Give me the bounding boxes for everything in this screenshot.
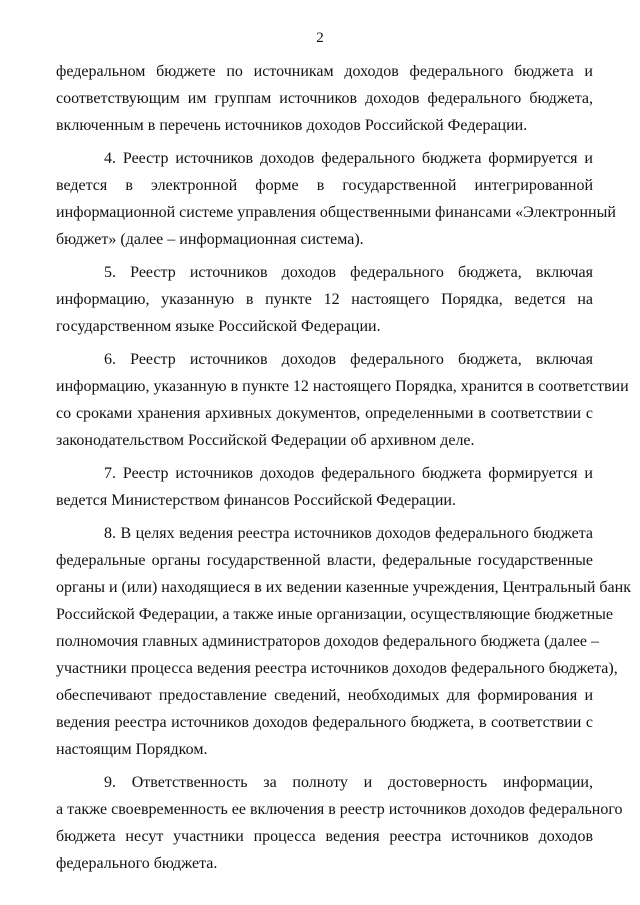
text-line: государственном языке Российской Федерации. bbox=[56, 318, 381, 335]
paragraph-4 bbox=[56, 346, 629, 454]
text-line: 7. Реестр источников доходов федерального бюджета формируется и bbox=[104, 465, 593, 482]
text-line: федерального бюджета. bbox=[56, 855, 218, 872]
text-line: включенным в перечень источников доходов Российской Федерации. bbox=[56, 117, 528, 134]
paragraph-2 bbox=[56, 145, 616, 253]
text-line: участники процесса ведения реестра источников доходов федерального бюджета), bbox=[56, 660, 618, 677]
paragraph-3 bbox=[56, 259, 593, 340]
text-line: информационной системе управления общественными финансами «Электронный bbox=[56, 204, 616, 221]
text-line: Российской Федерации, а также иные организации, осуществляющие бюджетные bbox=[56, 606, 613, 623]
text-line: федеральные органы государственной власти, федеральные государственные bbox=[56, 552, 593, 569]
text-line: ведется в электронной форме в государственной интегрированной bbox=[56, 177, 593, 194]
paragraph-5 bbox=[56, 460, 593, 514]
paragraph-1 bbox=[56, 58, 593, 139]
text-line: соответствующим им группам источников доходов федерального бюджета, bbox=[56, 90, 593, 107]
text-line: полномочия главных администраторов доходов федерального бюджета (далее – bbox=[56, 633, 600, 650]
text-line: федеральном бюджете по источникам доходов федерального бюджета и bbox=[56, 63, 593, 80]
text-line: ведения реестра источников доходов федерального бюджета, в соответствии с bbox=[56, 714, 593, 731]
paragraph-6 bbox=[56, 520, 631, 763]
text-line: обеспечивают предоставление сведений, необходимых для формирования и bbox=[56, 687, 593, 704]
text-line: 9. Ответственность за полноту и достоверность информации, bbox=[104, 774, 593, 791]
text-line: ведется Министерством финансов Российской Федерации. bbox=[56, 492, 456, 509]
page-number: 2 bbox=[316, 30, 324, 46]
text-line: 8. В целях ведения реестра источников доходов федерального бюджета bbox=[104, 525, 593, 542]
text-line: информацию, указанную в пункте 12 настоящего Порядка, ведется на bbox=[56, 291, 593, 308]
text-line: информацию, указанную в пункте 12 настоящего Порядка, хранится в соответствии bbox=[56, 378, 629, 395]
text-line: настоящим Порядком. bbox=[56, 741, 208, 758]
text-line: 6. Реестр источников доходов федерального бюджета, включая bbox=[104, 351, 593, 368]
text-line: со сроками хранения архивных документов, определенными в соответствии с bbox=[56, 405, 593, 422]
text-line: а также своевременность ее включения в реестр источников доходов федерального bbox=[56, 801, 623, 818]
text-line: бюджета несут участники процесса ведения реестра источников доходов bbox=[56, 828, 593, 845]
document-body bbox=[56, 58, 631, 877]
text-line: 5. Реестр источников доходов федерального бюджета, включая bbox=[104, 264, 593, 281]
text-line: бюджет» (далее – информационная система). bbox=[56, 231, 364, 248]
paragraph-7 bbox=[56, 769, 623, 877]
text-line: законодательством Российской Федерации об архивном деле. bbox=[56, 432, 475, 449]
text-line: органы и (или) находящиеся в их ведении казенные учреждения, Центральный банк bbox=[56, 579, 631, 596]
text-line: 4. Реестр источников доходов федерального бюджета формируется и bbox=[104, 150, 593, 167]
